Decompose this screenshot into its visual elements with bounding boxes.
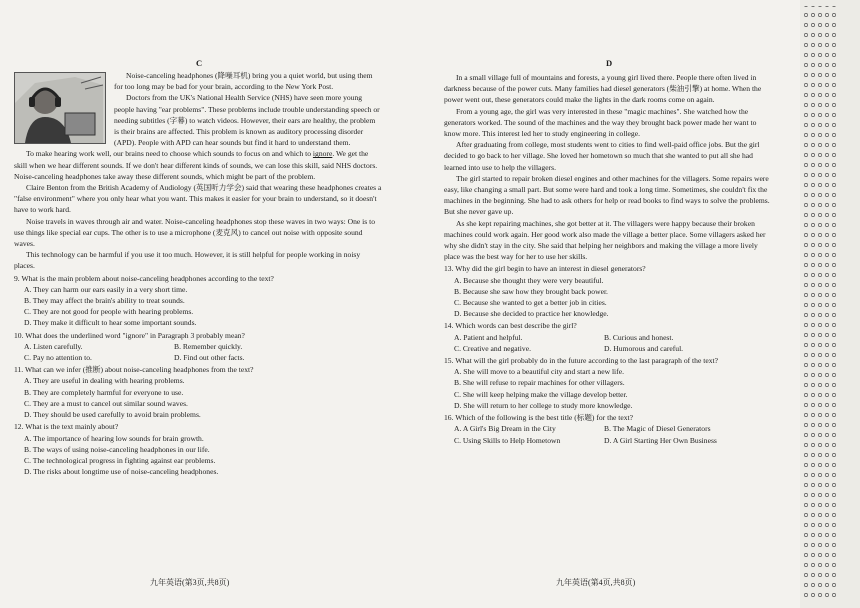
question-10-options-row-1 xyxy=(14,341,382,352)
question-10: 10. What does the underlined word "ignore" in Paragraph 3 probably mean? xyxy=(14,330,245,340)
question-16: 16. Which of the following is the best title (标题) for the text? xyxy=(444,413,634,423)
paragraph-3-text-end: . We get the skill when we hear different sounds. If we don't hear different kinds of sounds, we can lose this skill, said NHS doctors. Noise-canceling headphones take away these different sounds, which might be part of the problem. xyxy=(14,149,378,181)
question-14: 14. Which words can best describe the girl? xyxy=(444,321,577,331)
question-11-option-b: B. They are completely harmful for everyone to use. xyxy=(24,387,184,397)
question-13-option-c: C. Because she wanted to get a better job in cities. xyxy=(454,298,607,308)
question-11: 11. What can we infer (推断) about noise-canceling headphones from the text? xyxy=(14,365,254,375)
section-c-paragraph-4: Claire Benton from the British Academy of Audiology (英国听力学会) said that wearing these headphones creates a "false environment" where you only hear what you want. This makes it easier for your brain to understand, so it doesn't have to work hard. xyxy=(14,183,382,215)
question-14-option-a: A. Patient and helpful. xyxy=(454,332,523,342)
headphone-person-image xyxy=(15,73,105,143)
reading-photo xyxy=(14,72,106,144)
question-9-option-b: B. They may affect the brain's ability to treat sounds. xyxy=(24,296,185,306)
section-d-paragraph-5: As she kept repairing machines, she got better at it. The villagers were happy because their broken machines could work again. Her good work also made the village a better place. Some villagers asked her why she didn't stay in the city. She said that helping her neighbors and making the village a more lively place was the best way for her to use her skills. xyxy=(444,218,766,262)
question-15-option-a: A. She will move to a beautiful city and start a new life. xyxy=(454,367,624,377)
section-d-paragraph-1: In a small village full of mountains and forests, a young girl lived there. People there often lived in darkness because of the power cuts. Many families had diesel generators (柴油引擎) at home. When the power went out, these generators could make the lights in the dark rooms come on again. xyxy=(444,73,762,105)
question-10-option-b: B. Remember quickly. xyxy=(174,341,243,351)
section-c-title: C xyxy=(196,58,203,68)
question-14-option-b: B. Curious and honest. xyxy=(604,332,674,342)
question-16-option-b: B. The Magic of Diesel Generators xyxy=(604,424,711,434)
question-12-option-a: A. The importance of hearing low sounds for brain growth. xyxy=(24,433,204,443)
section-d-paragraph-3: After graduating from college, most students went to cities to find well-paid office jobs. But the girl decided to go back to her village. She loved her hometown so much that she wanted to put all she had learned into use to help the villagers. xyxy=(444,140,760,172)
question-15: 15. What will the girl probably do in the future according to the last paragraph of the text? xyxy=(444,356,718,366)
question-16-option-a: A. A Girl's Big Dream in the City xyxy=(454,424,556,434)
question-9-option-c: C. They are not good for people with hearing problems. xyxy=(24,307,194,317)
question-16-option-c: C. Using Skills to Help Hometown xyxy=(454,435,561,445)
question-14-options-row-2 xyxy=(444,343,774,354)
question-11-option-a: A. They are useful in dealing with hearing problems. xyxy=(24,376,185,386)
question-13-option-d: D. Because she decided to practice her knowledge. xyxy=(454,309,609,319)
question-9: 9. What is the main problem about noise-canceling headphones according to the text? xyxy=(14,273,274,283)
section-c-paragraph-5: Noise travels in waves through air and water. Noise-canceling headphones stop these waves in two ways: One is to use things like special ear cups. The other is to use a microphone (麦克风) to cancel out noise with opposite sound waves. xyxy=(14,216,376,249)
question-12-option-c: C. The technological progress in fighting against ear problems. xyxy=(24,455,216,465)
question-16-option-d: D. A Girl Starting Her Own Business xyxy=(604,435,717,445)
question-15-option-c: C. She will keep helping make the village develop better. xyxy=(454,389,628,399)
page-footer-3: 九年英语(第3页,共8页) xyxy=(150,578,230,587)
question-13-option-b: B. Because she saw how they brought back power. xyxy=(454,286,608,296)
question-16-options-row-2 xyxy=(444,435,774,446)
question-15-option-d: D. She will return to her college to study more knowledge. xyxy=(454,400,633,410)
question-14-option-d: D. Humorous and careful. xyxy=(604,343,684,353)
question-9-option-a: A. They can harm our ears easily in a very short time. xyxy=(24,284,188,294)
binding-pattern-icon xyxy=(802,0,858,608)
question-13: 13. Why did the girl begin to have an interest in diesel generators? xyxy=(444,264,646,274)
question-12: 12. What is the text mainly about? xyxy=(14,422,119,432)
question-11-option-c: C. They are a must to cancel out similar sound waves. xyxy=(24,398,188,408)
question-14-options-row-1 xyxy=(444,332,774,343)
question-11-option-d: D. They should be used carefully to avoid brain problems. xyxy=(24,410,201,420)
question-12-option-d: D. The risks about longtime use of noise-canceling headphones. xyxy=(24,467,219,477)
section-c-paragraph-1: Noise-canceling headphones (降噪耳机) bring you a quiet world, but using them for too long may be bad for your brain, according to the New York Post. xyxy=(114,71,373,92)
question-15-option-b: B. She will refuse to repair machines for other villagers. xyxy=(454,378,625,388)
question-10-option-c: C. Pay no attention to. xyxy=(24,353,92,363)
page-footer-4: 九年英语(第4页,共8页) xyxy=(556,578,636,587)
question-13-option-a: A. Because she thought they were very beautiful. xyxy=(454,275,604,285)
question-10-option-a: A. Listen carefully. xyxy=(24,341,83,351)
section-d-paragraph-2: From a young age, the girl was very interested in these "magic machines". She watched how the generators worked. The sound of the machines and the way they brought back power made her want to know more. This interest led her to study engineering in college. xyxy=(444,106,757,139)
question-16-options-row-1 xyxy=(444,423,774,434)
underlined-word-ignore: ignore xyxy=(312,149,333,159)
section-c-paragraph-6: This technology can be harmful if you use it too much. However, it is still helpful for people working in noisy places. xyxy=(14,250,361,271)
section-d-title: D xyxy=(606,58,613,68)
section-c-paragraph-2: Doctors from the UK's National Health Service (NHS) have seen more young people having "ear problems". These problems include trouble understanding speech or needing subtitles (字幕) to watch videos. However, their ears are healthy, the problem is their brains are affected. This problem is known as auditory processing disorder (APD). People with APD can hear sounds but find it hard to understand them. xyxy=(114,93,380,148)
question-14-option-c: C. Creative and negative. xyxy=(454,343,531,353)
question-10-option-d: D. Find out other facts. xyxy=(174,353,245,363)
paragraph-3-text-start: To make hearing work well, our brains need to choose which sounds to focus on and which to xyxy=(26,149,313,159)
section-c-column xyxy=(14,70,382,477)
section-d-paragraph-4: The girl started to repair broken diesel engines and other machines for the villagers. Some repairs were easy, like changing a small part. But some were hard and took a long time. Sometimes, she couldn't fix the machines in the beginning. She had to ask others for help or read books to find ways to solve the problems. But she never gave up. xyxy=(444,173,770,217)
binding-margin-decoration xyxy=(802,0,858,608)
section-d-column xyxy=(444,72,774,446)
question-9-option-d: D. They make it difficult to hear some important sounds. xyxy=(24,318,197,328)
section-c-paragraph-3 xyxy=(14,148,382,182)
question-10-options-row-2 xyxy=(14,352,382,363)
question-12-option-b: B. The ways of using noise-canceling headphones in our life. xyxy=(24,444,210,454)
